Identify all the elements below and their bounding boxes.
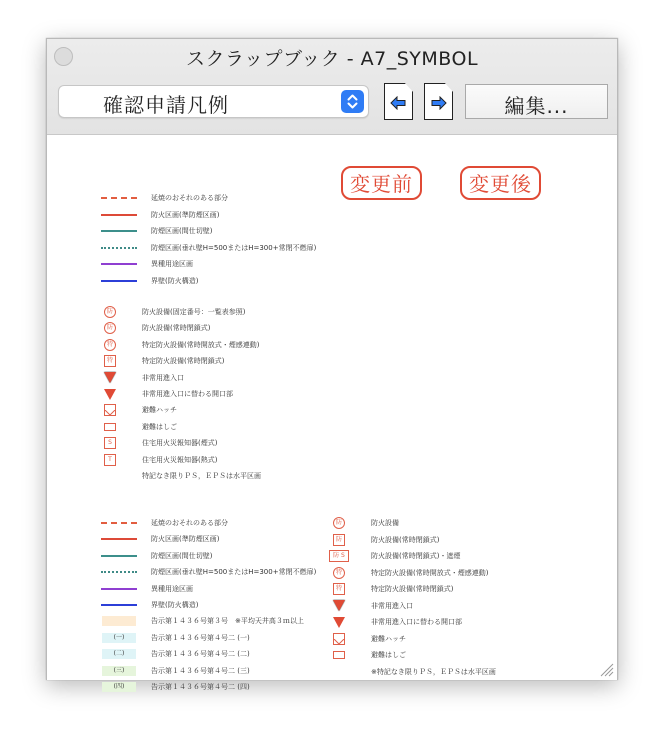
legend-symbol-mark <box>101 571 137 573</box>
window-title: スクラップブック - A7_SYMBOL <box>185 48 479 70</box>
legend-row <box>99 598 198 612</box>
legend-symbol-mark <box>101 247 137 249</box>
legend-label: 延焼のおそれのある部分 <box>151 194 228 202</box>
legend-label: 避難ハッチ <box>142 406 177 415</box>
legend-row <box>99 208 219 222</box>
legend-row <box>319 665 496 679</box>
legend-label: 延焼のおそれのある部分 <box>151 519 228 527</box>
legend-symbol <box>99 230 139 232</box>
legend-label: 避難はしご <box>142 422 177 431</box>
legend-symbol-mark <box>333 651 345 659</box>
legend-row <box>319 632 406 646</box>
legend-label: 非常用進入口に替わる開口部 <box>371 618 462 626</box>
resize-grip-icon[interactable] <box>598 661 614 677</box>
legend-symbol-mark: 特 <box>104 355 116 367</box>
legend-symbol <box>99 197 139 199</box>
legend-symbol <box>90 355 130 367</box>
legend-label: 界壁(防火構造) <box>151 601 199 609</box>
legend-label: 非常用進入口に替わる開口部 <box>142 390 233 398</box>
legend-symbol-mark: 防 <box>333 517 345 529</box>
legend-symbol-mark <box>101 588 137 590</box>
legend-row <box>90 338 259 352</box>
legend-label: 非常用進入口 <box>142 373 184 382</box>
legend-row <box>319 533 439 547</box>
legend-symbol <box>90 454 130 466</box>
legend-label: 防火設備 <box>371 519 399 527</box>
legend-row <box>319 615 462 629</box>
legend-symbol <box>99 682 139 692</box>
legend-symbol-mark: 特 <box>104 339 116 351</box>
legend-symbol-mark <box>101 197 137 199</box>
legend-row <box>99 274 198 288</box>
legend-row <box>99 549 212 563</box>
legend-symbol-mark: (四) <box>102 682 136 692</box>
legend-row <box>99 647 250 661</box>
category-popup[interactable] <box>58 85 369 118</box>
legend-symbol-mark: (一) <box>102 633 136 643</box>
legend-label: 避難ハッチ <box>371 634 406 643</box>
legend-symbol <box>90 372 130 383</box>
legend-symbol-mark: S <box>104 437 116 449</box>
legend-row <box>90 354 224 368</box>
legend-row <box>99 224 212 238</box>
legend-label: 非常用進入口 <box>371 601 413 610</box>
legend-row <box>90 371 184 385</box>
legend-symbol <box>319 567 359 579</box>
legend-label: 防煙区画(間仕切壁) <box>151 227 213 235</box>
edit-button-label: 編集... <box>504 94 569 118</box>
category-popup-value: 確認申請凡例 <box>103 93 229 117</box>
legend-row <box>319 549 460 563</box>
legend-label: 防火設備(常時閉鎖式) <box>142 324 211 333</box>
legend-symbol <box>99 649 139 659</box>
legend-symbol <box>90 404 130 416</box>
legend-label: ※特記なき限りＰＳ，ＥＰＳは水平区画 <box>371 667 496 676</box>
legend-row <box>99 191 228 205</box>
legend-row <box>99 257 193 271</box>
legend-label: 特記なき限りＰＳ，ＥＰＳは水平区画 <box>142 472 261 480</box>
legend-row <box>99 516 228 530</box>
legend-symbol <box>319 517 359 529</box>
scrapbook-window <box>46 38 618 691</box>
legend-label: 告示第１４３６号第４号二 (二) <box>151 650 250 659</box>
legend-symbol <box>90 306 130 318</box>
legend-row <box>90 436 217 450</box>
legend-row <box>99 532 219 546</box>
legend-row <box>90 403 177 417</box>
legend-symbol-mark: 防 S <box>329 550 349 562</box>
legend-row <box>99 241 316 255</box>
legend-symbol <box>319 550 359 562</box>
legend-symbol <box>99 588 139 590</box>
legend-symbol-mark <box>102 616 136 626</box>
legend-symbol-mark <box>101 230 137 232</box>
legend-symbol-mark: 特 <box>333 567 345 579</box>
legend-row <box>99 664 250 678</box>
legend-symbol-mark <box>101 263 137 265</box>
legend-symbol <box>319 617 359 628</box>
legend-symbol-mark: T <box>104 454 116 466</box>
legend-label: 防火設備(常時閉鎖式)・遮煙 <box>371 552 461 560</box>
legend-symbol <box>99 555 139 557</box>
legend-label: 異種用途区画 <box>151 584 193 593</box>
legend-symbol-mark <box>104 389 116 400</box>
legend-label: 防火区画(準防煙区画) <box>151 535 220 544</box>
legend-row <box>99 680 250 694</box>
legend-label: 防煙区画(垂れ壁H=500またはH=300+常閉不燃扉) <box>151 243 317 252</box>
legend-row <box>99 614 304 628</box>
legend-symbol-mark: 特 <box>333 583 345 595</box>
legend-symbol <box>99 616 139 626</box>
legend-row <box>99 631 250 645</box>
legend-row <box>319 516 399 530</box>
legend-label: 住宅用火災報知器(熱式) <box>142 455 218 464</box>
scrapbook-content <box>47 135 617 691</box>
legend-label: 防煙区画(垂れ壁H=500またはH=300+常閉不燃扉) <box>151 568 317 577</box>
legend-row <box>90 469 261 483</box>
legend-label: 告示第１４３６号第４号二 (四) <box>151 683 250 691</box>
legend-symbol-mark: 防 <box>104 306 116 318</box>
legend-symbol-mark: 防 <box>104 322 116 334</box>
legend-symbol <box>319 633 359 645</box>
legend-row <box>319 582 453 596</box>
legend-label: 防火設備(固定番号：一覧表参照) <box>142 308 246 316</box>
legend-symbol <box>99 666 139 676</box>
legend-symbol-mark: (三) <box>102 666 136 676</box>
legend-row <box>99 565 316 579</box>
arrow-right-icon <box>430 96 447 110</box>
legend-symbol <box>319 534 359 546</box>
arrow-left-icon <box>390 96 407 110</box>
legend-label: 防火区画(準防煙区画) <box>151 210 220 219</box>
previous-page-button[interactable] <box>384 83 413 120</box>
stamp-after: 変更後 <box>460 166 541 200</box>
legend-symbol <box>99 538 139 540</box>
next-page-button[interactable] <box>424 83 453 120</box>
legend-symbol <box>319 651 359 659</box>
legend-label: 告示第１４３６号第４号二 (三) <box>151 666 250 675</box>
title-bar <box>47 39 617 135</box>
legend-label: 防煙区画(間仕切壁) <box>151 551 213 560</box>
legend-row <box>319 566 488 580</box>
legend-row <box>90 305 245 319</box>
legend-label: 特定防火設備(常時閉鎖式) <box>142 357 225 366</box>
legend-symbol-mark <box>333 633 345 645</box>
legend-row <box>319 599 413 613</box>
legend-symbol-mark <box>104 423 116 431</box>
legend-symbol <box>99 263 139 265</box>
legend-label: 特定防火設備(常時閉鎖式) <box>371 585 454 593</box>
legend-label: 界壁(防火構造) <box>151 276 199 285</box>
legend-symbol-mark <box>333 600 345 611</box>
legend-symbol-mark <box>101 280 137 282</box>
edit-button[interactable] <box>465 84 608 119</box>
legend-symbol-mark <box>101 555 137 557</box>
legend-symbol <box>90 423 130 431</box>
legend-row <box>90 321 210 335</box>
legend-symbol-mark <box>104 404 116 416</box>
legend-label: 特定防火設備(常時開放式・煙感連動) <box>371 568 489 577</box>
legend-symbol <box>99 214 139 216</box>
legend-symbol <box>90 339 130 351</box>
legend-symbol-mark <box>104 372 116 383</box>
legend-row <box>90 387 233 401</box>
legend-label: 住宅用火災報知器(煙式) <box>142 439 218 448</box>
legend-symbol-mark: (二) <box>102 649 136 659</box>
legend-row <box>90 420 177 434</box>
legend-symbol <box>99 247 139 249</box>
legend-symbol-mark <box>333 617 345 628</box>
legend-label: 異種用途区画 <box>151 260 193 268</box>
legend-label: 避難はしご <box>371 651 406 659</box>
legend-symbol <box>90 389 130 400</box>
legend-symbol <box>99 633 139 643</box>
legend-row <box>99 582 193 596</box>
legend-label: 防火設備(常時閉鎖式) <box>371 535 440 544</box>
legend-symbol-mark <box>101 522 137 524</box>
legend-row <box>90 453 217 467</box>
legend-label: 告示第１４３６号第３号 ※平均天井高３ｍ以上 <box>151 617 304 626</box>
legend-symbol <box>99 280 139 282</box>
legend-symbol <box>90 322 130 334</box>
legend-symbol-mark <box>101 604 137 606</box>
chevron-updown-icon <box>341 90 364 113</box>
stamp-before: 変更前 <box>341 166 422 200</box>
legend-symbol-mark <box>101 214 137 216</box>
legend-symbol-mark <box>101 538 137 540</box>
legend-symbol <box>319 600 359 611</box>
legend-symbol <box>99 571 139 573</box>
legend-row <box>319 648 406 662</box>
legend-symbol <box>319 583 359 595</box>
legend-label: 告示第１４３６号第４号二 (一) <box>151 633 250 642</box>
legend-symbol-mark: 防 <box>333 534 345 546</box>
legend-symbol <box>90 437 130 449</box>
legend-symbol <box>99 522 139 524</box>
legend-label: 特定防火設備(常時開放式・煙感連動) <box>142 340 260 349</box>
legend-symbol <box>99 604 139 606</box>
